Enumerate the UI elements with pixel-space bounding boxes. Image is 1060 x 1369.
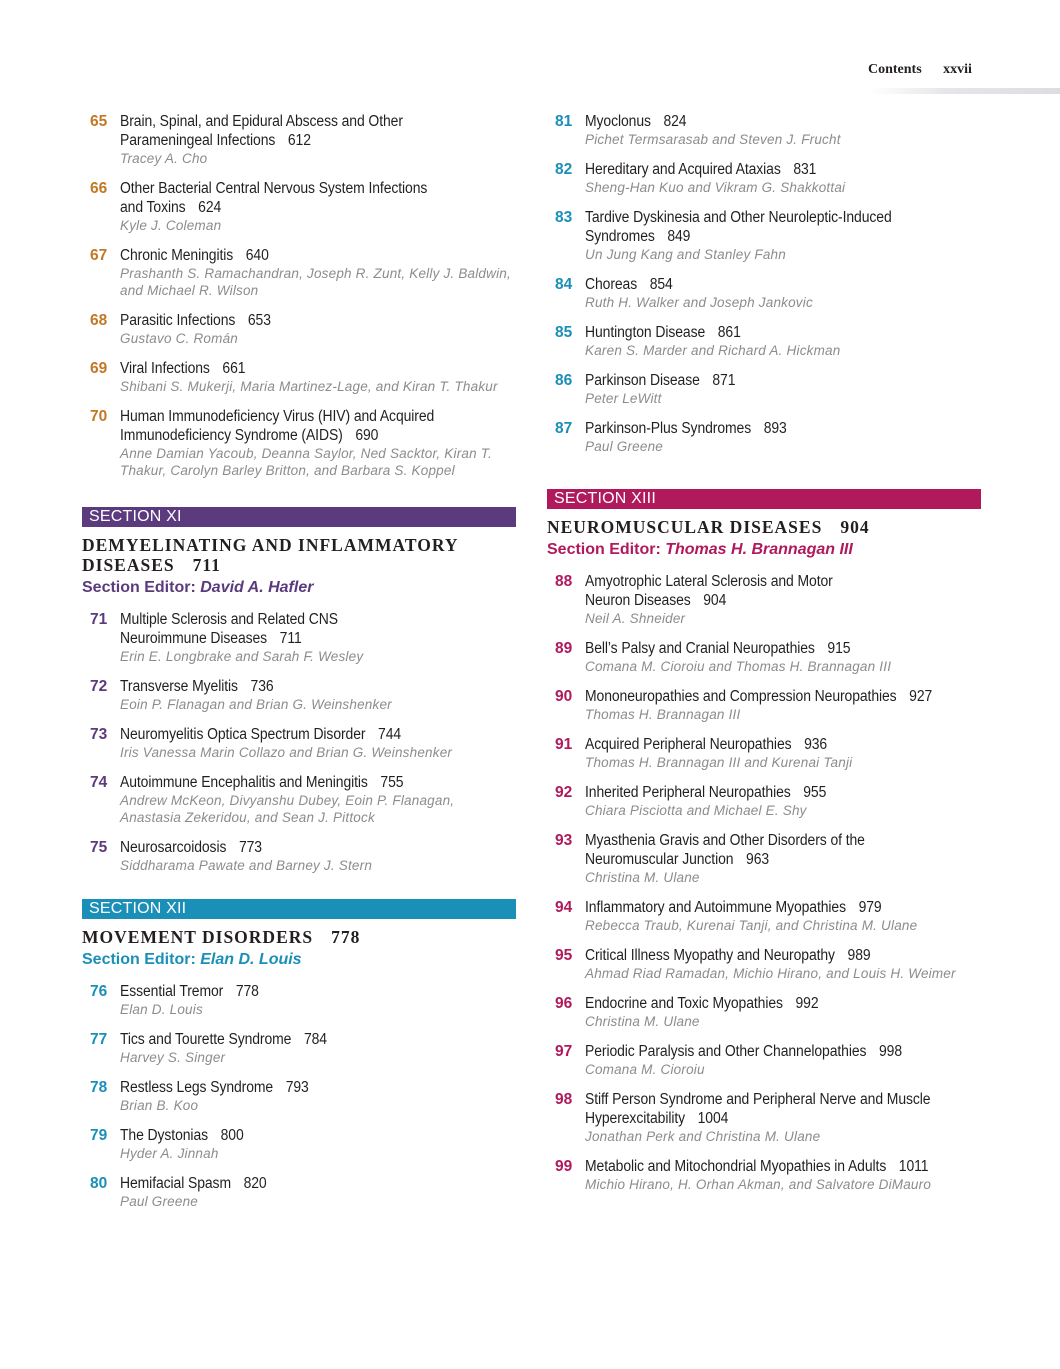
chapter-title-line xyxy=(585,946,981,965)
chapter-title-line xyxy=(585,112,981,131)
chapter-number: 94 xyxy=(555,899,573,916)
chapter-number: 99 xyxy=(555,1158,573,1175)
chapter-title: Viral Infections xyxy=(120,360,210,377)
header-rule xyxy=(870,88,1060,94)
toc-entry[interactable] xyxy=(547,898,981,934)
section-xii-entries xyxy=(82,982,516,1210)
toc-entry[interactable] xyxy=(82,725,516,761)
chapter-authors: Shibani S. Mukerji, Maria Martinez-Lage, and Kiran T. Thakur xyxy=(120,379,498,394)
chapter-page: 661 xyxy=(222,360,246,377)
chapter-page: 824 xyxy=(663,113,687,130)
toc-entry[interactable] xyxy=(547,1090,981,1145)
chapter-page: 915 xyxy=(827,640,851,657)
chapter-number: 67 xyxy=(90,247,108,264)
chapter-authors: Un Jung Kang and Stanley Fahn xyxy=(585,247,786,262)
toc-entry[interactable] xyxy=(547,208,981,263)
section-xiii-editor-prefix: Section Editor: xyxy=(547,541,661,558)
chapter-authors: Michio Hirano, H. Orhan Akman, and Salvatore DiMauro xyxy=(585,1177,932,1192)
chapter-number: 70 xyxy=(90,408,108,425)
chapter-title: Inflammatory and Autoimmune Myopathies xyxy=(585,899,846,916)
chapter-number: 74 xyxy=(90,774,108,791)
chapter-title: Essential Tremor xyxy=(120,983,224,1000)
chapter-authors: Comana M. Cioroiu xyxy=(585,1062,705,1077)
chapter-authors: Brian B. Koo xyxy=(120,1098,199,1113)
infections-entries xyxy=(82,112,516,479)
chapter-authors: Siddharama Pawate and Barney J. Stern xyxy=(120,858,373,873)
chapter-title: Mononeuropathies and Compression Neuropathies xyxy=(585,688,897,705)
chapter-title-line xyxy=(585,1090,936,1128)
toc-entry[interactable] xyxy=(547,572,981,627)
chapter-authors: Eoin P. Flanagan and Brian G. Weinshenker xyxy=(120,697,392,712)
chapter-authors: Rebecca Traub, Kurenai Tanji, and Christina M. Ulane xyxy=(585,918,918,933)
chapter-authors: Ahmad Riad Ramadan, Michio Hirano, and Louis H. Weimer xyxy=(585,966,956,981)
chapter-title: Tics and Tourette Syndrome xyxy=(120,1031,292,1048)
chapter-authors: Chiara Pisciotta and Michael E. Shy xyxy=(585,803,807,818)
toc-entry[interactable] xyxy=(547,639,981,675)
chapter-number: 88 xyxy=(555,573,573,590)
chapter-number: 93 xyxy=(555,832,573,849)
chapter-page: 612 xyxy=(287,132,311,149)
chapter-number: 75 xyxy=(90,839,108,856)
chapter-number: 68 xyxy=(90,312,108,329)
toc-entry[interactable] xyxy=(82,359,516,395)
chapter-number: 96 xyxy=(555,995,573,1012)
toc-entry[interactable] xyxy=(547,112,981,148)
chapter-title-line xyxy=(120,359,516,378)
section-xi-entries xyxy=(82,610,516,874)
section-xi-editor-name: David A. Hafler xyxy=(200,579,314,596)
chapter-title: Other Bacterial Central Nervous System Infections and Toxins xyxy=(120,180,428,216)
chapter-title: Autoimmune Encephalitis and Meningitis xyxy=(120,774,368,791)
chapter-title-line xyxy=(120,982,516,1001)
chapter-title-line xyxy=(585,572,846,610)
chapter-page: 831 xyxy=(793,161,817,178)
chapter-number: 97 xyxy=(555,1043,573,1060)
chapter-title: Stiff Person Syndrome and Peripheral Nerve and Muscle Hyperexcitability xyxy=(585,1091,931,1127)
chapter-page: 773 xyxy=(238,839,262,856)
chapter-page: 624 xyxy=(198,199,222,216)
chapter-title-line xyxy=(585,275,981,294)
chapter-title-line xyxy=(120,246,516,265)
chapter-number: 82 xyxy=(555,161,573,178)
chapter-authors: Elan D. Louis xyxy=(120,1002,203,1017)
chapter-page: 736 xyxy=(250,678,274,695)
chapter-authors: Thomas H. Brannagan III xyxy=(585,707,741,722)
chapter-title: Chronic Meningitis xyxy=(120,247,234,264)
chapter-page: 793 xyxy=(285,1079,309,1096)
section-xii-page: 778 xyxy=(331,927,361,947)
left-column xyxy=(82,112,516,1222)
toc-entry[interactable] xyxy=(547,687,981,723)
section-xii-editor-name: Elan D. Louis xyxy=(200,951,302,968)
chapter-title: Hemifacial Spasm xyxy=(120,1175,231,1192)
chapter-title-line xyxy=(585,639,981,658)
chapter-title-line xyxy=(120,725,516,744)
movement-continued-entries xyxy=(547,112,981,455)
toc-entry[interactable] xyxy=(82,407,516,479)
chapter-number: 92 xyxy=(555,784,573,801)
chapter-page: 989 xyxy=(847,947,871,964)
chapter-title: Multiple Sclerosis and Related CNS Neuroimmune Diseases xyxy=(120,611,338,647)
chapter-authors: Erin E. Longbrake and Sarah F. Wesley xyxy=(120,649,364,664)
section-xiii-editor xyxy=(547,540,981,560)
chapter-authors: Andrew McKeon, Divyanshu Dubey, Eoin P. Flanagan, Anastasia Zekeridou, and Sean J. Pittock xyxy=(120,793,455,825)
chapter-authors: Ruth H. Walker and Joseph Jankovic xyxy=(585,295,813,310)
toc-entry[interactable] xyxy=(547,994,981,1030)
page-number: xxvii xyxy=(943,62,972,77)
chapter-authors: Paul Greene xyxy=(585,439,663,454)
chapter-title: Huntington Disease xyxy=(585,324,706,341)
chapter-title-line xyxy=(585,898,981,917)
chapter-number: 83 xyxy=(555,209,573,226)
chapter-number: 80 xyxy=(90,1175,108,1192)
chapter-title-line xyxy=(585,1157,981,1176)
chapter-number: 73 xyxy=(90,726,108,743)
chapter-title-line xyxy=(120,1078,516,1097)
chapter-page: 744 xyxy=(378,726,402,743)
chapter-title: Transverse Myelitis xyxy=(120,678,238,695)
chapter-authors: Sheng-Han Kuo and Vikram G. Shakkottai xyxy=(585,180,846,195)
chapter-authors: Kyle J. Coleman xyxy=(120,218,222,233)
toc-entry[interactable] xyxy=(547,371,981,407)
chapter-page: 1004 xyxy=(697,1110,729,1127)
toc-entry[interactable] xyxy=(82,179,516,234)
toc-entry[interactable] xyxy=(82,838,516,874)
chapter-page: 904 xyxy=(703,592,727,609)
chapter-title-line xyxy=(120,1174,516,1193)
chapter-title-line xyxy=(585,1042,981,1061)
section-xii-bar: SECTION XII xyxy=(82,899,516,919)
chapter-title-line xyxy=(120,1030,516,1049)
section-xii-title xyxy=(82,927,516,947)
chapter-title-line xyxy=(120,677,516,696)
chapter-page: 778 xyxy=(235,983,259,1000)
section-xiii-editor-name: Thomas H. Brannagan III xyxy=(665,541,853,558)
chapter-title: Hereditary and Acquired Ataxias xyxy=(585,161,781,178)
chapter-page: 640 xyxy=(245,247,269,264)
chapter-title: Bell’s Palsy and Cranial Neuropathies xyxy=(585,640,815,657)
chapter-authors: Paul Greene xyxy=(120,1194,198,1209)
chapter-title-line xyxy=(585,994,981,1013)
toc-entry[interactable] xyxy=(82,1078,516,1114)
chapter-page: 992 xyxy=(795,995,819,1012)
section-xiii-title-text: NEUROMUSCULAR DISEASES xyxy=(547,517,823,537)
chapter-number: 78 xyxy=(90,1079,108,1096)
section-xiii-bar: SECTION XIII xyxy=(547,489,981,509)
chapter-authors: Neil A. Shneider xyxy=(585,611,686,626)
chapter-title-line xyxy=(120,407,453,445)
chapter-authors: Anne Damian Yacoub, Deanna Saylor, Ned Sacktor, Kiran T. Thakur, Carolyn Barley Britton, and Barbara S. Koppel xyxy=(120,446,492,478)
chapter-page: 893 xyxy=(763,420,787,437)
toc-entry[interactable] xyxy=(547,831,981,886)
chapter-title: Periodic Paralysis and Other Channelopathies xyxy=(585,1043,867,1060)
chapter-title-line xyxy=(120,179,431,217)
chapter-title: Human Immunodeficiency Virus (HIV) and Acquired Immunodeficiency Syndrome (AIDS) xyxy=(120,408,435,444)
chapter-page: 755 xyxy=(380,774,404,791)
chapter-title: Myasthenia Gravis and Other Disorders of the Neuromuscular Junction xyxy=(585,832,865,868)
chapter-title: Acquired Peripheral Neuropathies xyxy=(585,736,792,753)
chapter-title: Endocrine and Toxic Myopathies xyxy=(585,995,783,1012)
chapter-number: 95 xyxy=(555,947,573,964)
right-column xyxy=(547,112,981,1205)
chapter-title-line xyxy=(585,323,981,342)
chapter-authors: Jonathan Perk and Christina M. Ulane xyxy=(585,1129,821,1144)
chapter-page: 653 xyxy=(247,312,271,329)
chapter-authors: Peter LeWitt xyxy=(585,391,662,406)
chapter-title: Parasitic Infections xyxy=(120,312,236,329)
section-xi-page: 711 xyxy=(192,555,221,575)
chapter-page: 800 xyxy=(220,1127,244,1144)
chapter-authors: Thomas H. Brannagan III and Kurenai Tanji xyxy=(585,755,853,770)
chapter-number: 76 xyxy=(90,983,108,1000)
toc-entry[interactable] xyxy=(82,610,516,665)
chapter-title-line xyxy=(585,687,981,706)
chapter-title: Inherited Peripheral Neuropathies xyxy=(585,784,791,801)
chapter-page: 820 xyxy=(243,1175,267,1192)
chapter-authors: Harvey S. Singer xyxy=(120,1050,226,1065)
chapter-number: 98 xyxy=(555,1091,573,1108)
chapter-page: 871 xyxy=(712,372,736,389)
chapter-title-line xyxy=(585,831,873,869)
section-xiii-title xyxy=(547,517,981,537)
chapter-number: 71 xyxy=(90,611,108,628)
section-xi-editor xyxy=(82,578,516,598)
section-xi-title xyxy=(82,535,462,575)
chapter-authors: Christina M. Ulane xyxy=(585,870,700,885)
chapter-number: 66 xyxy=(90,180,108,197)
section-xi-editor-prefix: Section Editor: xyxy=(82,579,196,596)
chapter-page: 849 xyxy=(667,228,691,245)
chapter-authors: Hyder A. Jinnah xyxy=(120,1146,219,1161)
chapter-number: 77 xyxy=(90,1031,108,1048)
chapter-number: 84 xyxy=(555,276,573,293)
chapter-title: Tardive Dyskinesia and Other Neuroleptic-Induced Syndromes xyxy=(585,209,892,245)
chapter-page: 955 xyxy=(803,784,827,801)
section-xiii-page: 904 xyxy=(840,517,870,537)
chapter-title: Myoclonus xyxy=(585,113,651,130)
chapter-number: 85 xyxy=(555,324,573,341)
chapter-page: 936 xyxy=(804,736,828,753)
chapter-title: Amyotrophic Lateral Sclerosis and Motor Neuron Diseases xyxy=(585,573,833,609)
chapter-page: 784 xyxy=(303,1031,327,1048)
chapter-title-line xyxy=(585,735,981,754)
chapter-title: Parkinson Disease xyxy=(585,372,700,389)
toc-entry[interactable] xyxy=(547,275,981,311)
section-xi-bar: SECTION XI xyxy=(82,507,516,527)
chapter-authors: Tracey A. Cho xyxy=(120,151,208,166)
chapter-authors: Christina M. Ulane xyxy=(585,1014,700,1029)
toc-entry[interactable] xyxy=(547,783,981,819)
running-head xyxy=(868,62,972,78)
chapter-page: 690 xyxy=(355,427,379,444)
toc-entry[interactable] xyxy=(82,677,516,713)
chapter-number: 89 xyxy=(555,640,573,657)
chapter-title: Parkinson-Plus Syndromes xyxy=(585,420,752,437)
chapter-number: 79 xyxy=(90,1127,108,1144)
toc-entry[interactable] xyxy=(547,946,981,982)
chapter-title: Choreas xyxy=(585,276,638,293)
chapter-title-line xyxy=(585,419,981,438)
chapter-title-line xyxy=(120,773,516,792)
chapter-number: 87 xyxy=(555,420,573,437)
chapter-title-line xyxy=(585,371,981,390)
chapter-number: 86 xyxy=(555,372,573,389)
chapter-number: 90 xyxy=(555,688,573,705)
toc-entry[interactable] xyxy=(547,735,981,771)
chapter-page: 1011 xyxy=(898,1158,929,1175)
chapter-title-line xyxy=(120,610,343,648)
running-head-label: Contents xyxy=(868,62,922,77)
chapter-page: 963 xyxy=(746,851,770,868)
chapter-title: Brain, Spinal, and Epidural Abscess and Other Parameningeal Infections xyxy=(120,113,403,149)
toc-entry[interactable] xyxy=(82,112,516,167)
chapter-title: Neuromyelitis Optica Spectrum Disorder xyxy=(120,726,366,743)
chapter-page: 854 xyxy=(649,276,673,293)
chapter-title-line xyxy=(120,112,498,150)
toc-entry[interactable] xyxy=(82,246,516,299)
toc-entry[interactable] xyxy=(82,982,516,1018)
chapter-authors: Gustavo C. Román xyxy=(120,331,238,346)
chapter-authors: Pichet Termsarasab and Steven J. Frucht xyxy=(585,132,841,147)
toc-entry[interactable] xyxy=(547,1157,981,1193)
chapter-title: Neurosarcoidosis xyxy=(120,839,227,856)
chapter-title-line xyxy=(120,1126,516,1145)
toc-entry[interactable] xyxy=(82,311,516,347)
chapter-page: 998 xyxy=(879,1043,903,1060)
chapter-page: 927 xyxy=(909,688,933,705)
toc-entry[interactable] xyxy=(82,1126,516,1162)
chapter-authors: Karen S. Marder and Richard A. Hickman xyxy=(585,343,841,358)
chapter-title-line xyxy=(585,160,981,179)
section-xii-editor xyxy=(82,950,516,970)
section-xii-editor-prefix: Section Editor: xyxy=(82,951,196,968)
section-xii-title-text: MOVEMENT DISORDERS xyxy=(82,927,314,947)
toc-entry[interactable] xyxy=(547,323,981,359)
chapter-title-line xyxy=(585,208,909,246)
chapter-page: 979 xyxy=(858,899,882,916)
chapter-page: 861 xyxy=(717,324,741,341)
chapter-title: The Dystonias xyxy=(120,1127,209,1144)
toc-entry[interactable] xyxy=(547,1042,981,1078)
chapter-authors: Comana M. Cioroiu and Thomas H. Brannagan III xyxy=(585,659,892,674)
chapter-title-line xyxy=(120,838,516,857)
toc-entry[interactable] xyxy=(82,1174,516,1210)
chapter-authors: Prashanth S. Ramachandran, Joseph R. Zunt, Kelly J. Baldwin, and Michael R. Wilson xyxy=(120,266,511,298)
chapter-title: Critical Illness Myopathy and Neuropathy xyxy=(585,947,835,964)
section-xi-title-text: DEMYELINATING AND INFLAMMATORY DISEASES xyxy=(82,535,458,575)
chapter-title: Metabolic and Mitochondrial Myopathies in Adults xyxy=(585,1158,887,1175)
toc-entry[interactable] xyxy=(82,1030,516,1066)
chapter-number: 81 xyxy=(555,113,573,130)
chapter-title-line xyxy=(120,311,516,330)
chapter-title: Restless Legs Syndrome xyxy=(120,1079,274,1096)
chapter-title-line xyxy=(585,783,981,802)
chapter-number: 72 xyxy=(90,678,108,695)
chapter-page: 711 xyxy=(279,630,302,647)
section-xiii-entries xyxy=(547,572,981,1193)
chapter-number: 65 xyxy=(90,113,108,130)
chapter-number: 69 xyxy=(90,360,108,377)
toc-entry[interactable] xyxy=(547,419,981,455)
chapter-authors: Iris Vanessa Marin Collazo and Brian G. Weinshenker xyxy=(120,745,453,760)
toc-entry[interactable] xyxy=(547,160,981,196)
toc-entry[interactable] xyxy=(82,773,516,826)
chapter-number: 91 xyxy=(555,736,573,753)
